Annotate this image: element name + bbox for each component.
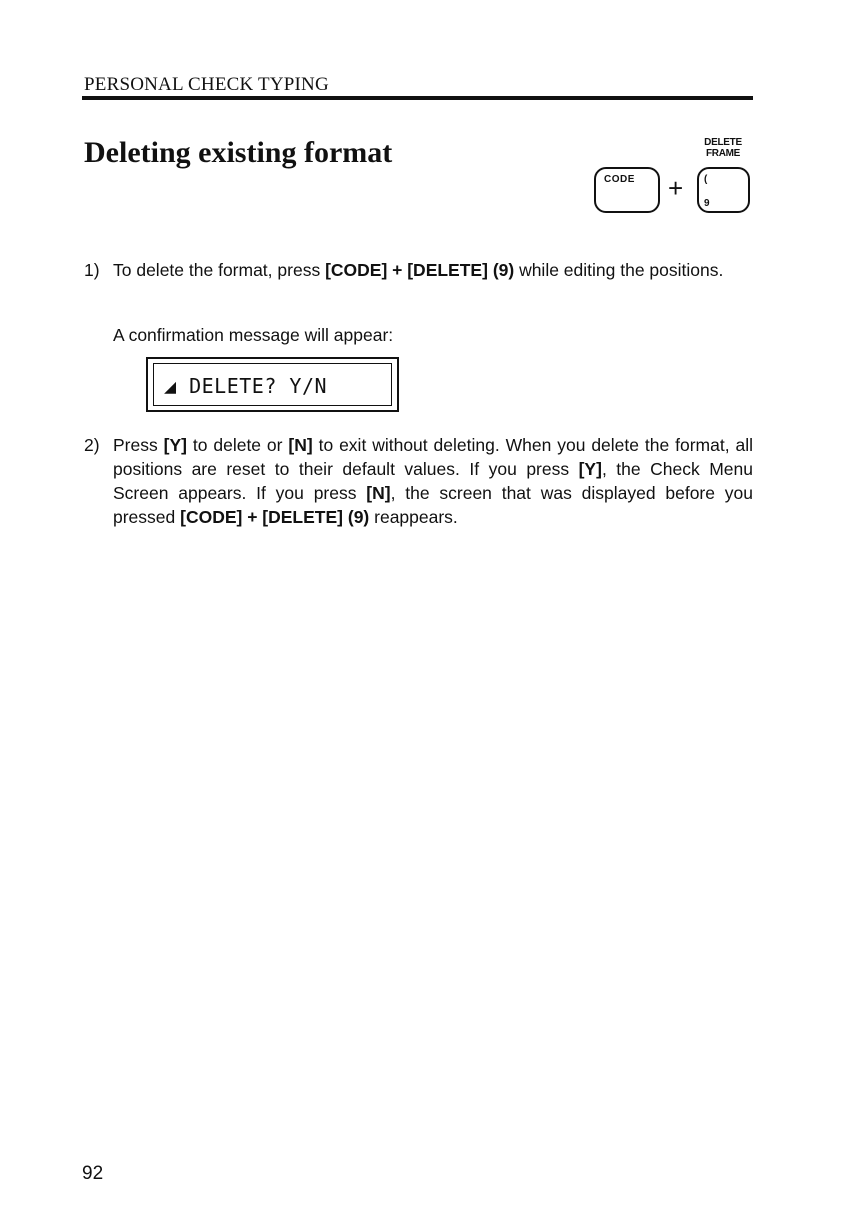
delete-key-paren: (: [704, 174, 708, 185]
plus-sign: +: [668, 173, 684, 203]
delete-frame-key-label: DELETE FRAME: [704, 137, 742, 159]
section-header: PERSONAL CHECK TYPING: [84, 74, 329, 95]
confirmation-intro: A confirmation message will appear:: [113, 325, 394, 345]
step-text: Press [Y] to delete or [N] to exit without deleting. When you delete the format, all positions are reset to their default values. If you press [Y], the Check Menu Screen appears. If you press [N], the screen that was displayed before you pressed [CODE] + [DELETE] (9) reappears.: [113, 435, 753, 527]
lcd-inner-frame: [153, 363, 392, 406]
code-key-icon: [594, 167, 660, 213]
key-combination-graphic: [590, 132, 760, 222]
code-key-label: CODE: [604, 174, 635, 185]
step-text: To delete the format, press [CODE] + [DELETE] (9) while editing the positions.: [113, 260, 724, 280]
page-number: 92: [82, 1163, 104, 1184]
lcd-prompt: DELETE? Y/N: [189, 374, 328, 398]
step-number: 1): [84, 260, 100, 280]
header-rule: [82, 96, 753, 100]
lcd-message: [164, 374, 327, 398]
delete-key-number: 9: [704, 198, 710, 209]
page-title: Deleting existing format: [84, 136, 393, 169]
lcd-display: [146, 357, 399, 412]
lcd-cursor-icon: ◢: [164, 374, 177, 398]
delete-key-icon: [697, 167, 750, 213]
step-number: 2): [84, 435, 100, 455]
